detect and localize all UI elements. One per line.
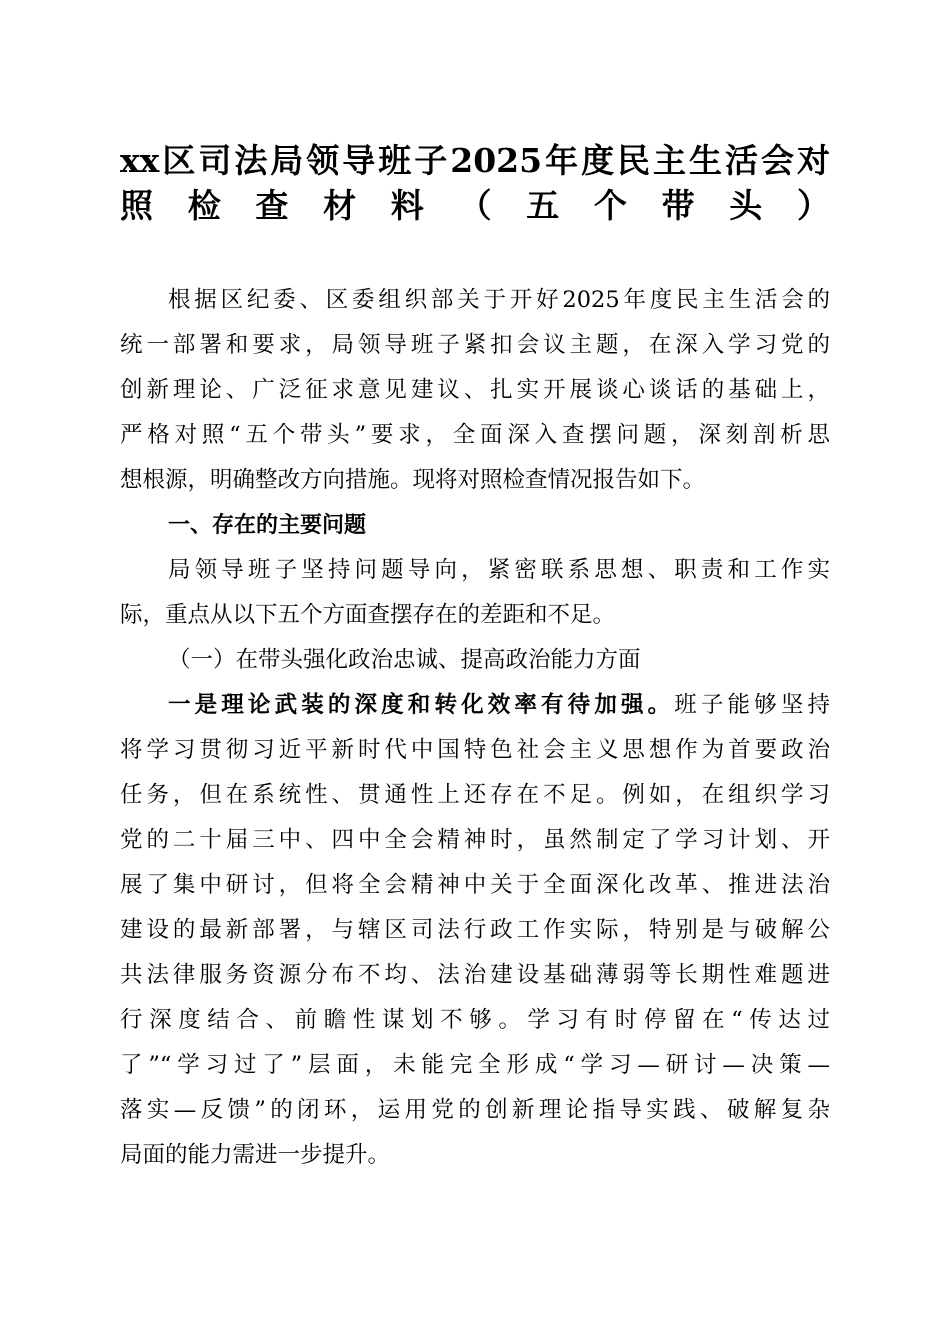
point1-line-1-rest: 班子能够坚持 [674, 692, 830, 718]
document-title [120, 138, 830, 228]
title-line-1: xx区司法局领导班子2025年度民主生活会对 [120, 141, 830, 180]
point1-lead-sentence: 一是理论武装的深度和转化效率有待加强。 [168, 692, 675, 718]
intro-line-5: 想根源，明确整改方向措施。现将对照检查情况报告如下。 [120, 467, 706, 493]
point1-line-6: 建设的最新部署，与辖区司法行政工作实际，特别是与破解公 [120, 917, 830, 943]
intro-line-4: 严格对照“五个带头”要求，全面深入查摆问题，深刻剖析思 [120, 422, 830, 448]
point1-line-7: 共法律服务资源分布不均、法治建设基础薄弱等长期性难题进 [120, 962, 830, 988]
point1-line-11: 局面的能力需进一步提升。 [120, 1142, 391, 1168]
document-body [120, 278, 830, 1178]
point1-line-3: 任务，但在系统性、贯通性上还存在不足。例如，在组织学习 [120, 782, 830, 808]
section1-intro-paragraph [120, 548, 830, 638]
intro-line-3: 创新理论、广泛征求意见建议、扎实开展谈心谈话的基础上， [120, 377, 830, 403]
point1-line-10: 落实—反馈”的闭环，运用党的创新理论指导实践、破解复杂 [120, 1097, 830, 1123]
point1-paragraph [120, 683, 830, 1178]
point1-line-4: 党的二十届三中、四中全会精神时，虽然制定了学习计划、开 [120, 827, 830, 853]
section-heading-problems: 一、存在的主要问题 [168, 513, 367, 538]
point1-line-8: 行深度结合、前瞻性谋划不够。学习有时停留在“传达过 [120, 1007, 830, 1033]
section1-intro-line-2: 际，重点从以下五个方面查摆存在的差距和不足。 [120, 602, 616, 628]
subsection-heading-political-loyalty: （一）在带头强化政治忠诚、提高政治能力方面 [168, 647, 641, 673]
point1-line-5: 展了集中研讨，但将全会精神中关于全面深化改革、推进法治 [120, 872, 830, 898]
intro-paragraph [120, 278, 830, 503]
intro-line-2: 统一部署和要求，局领导班子紧扣会议主题，在深入学习党的 [120, 332, 830, 358]
point1-line-9: 了”“学习过了”层面，未能完全形成“学习—研讨—决策— [120, 1052, 830, 1078]
point1-line-1 [120, 683, 830, 728]
section1-intro-line-1: 局领导班子坚持问题导向，紧密联系思想、职责和工作实 [168, 557, 830, 583]
point1-line-2: 将学习贯彻习近平新时代中国特色社会主义思想作为首要政治 [120, 737, 830, 763]
intro-line-1: 根据区纪委、区委组织部关于开好2025年度民主生活会的 [168, 287, 830, 313]
title-line-2: 照检查材料（五个带头） [120, 186, 830, 225]
